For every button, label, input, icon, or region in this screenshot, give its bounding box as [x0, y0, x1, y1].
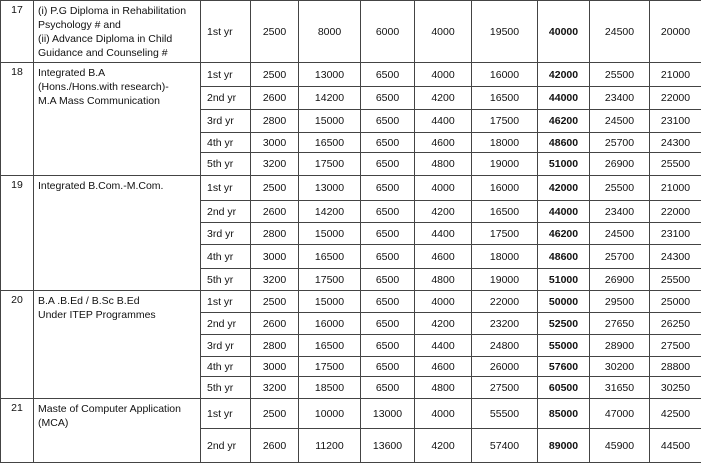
fee-cell: 23200 [472, 313, 538, 335]
year-cell: 1st yr [201, 176, 251, 201]
course-name-line: (MCA) [38, 416, 196, 430]
fee-cell: 2600 [251, 429, 299, 463]
fee-cell: 4000 [415, 399, 472, 429]
fee-cell: 30250 [650, 377, 701, 399]
fee-cell: 3000 [251, 245, 299, 269]
fee-cell: 15000 [299, 291, 361, 313]
course-name-line: Maste of Computer Application [38, 402, 196, 416]
course-name-line: Integrated B.Com.-M.Com. [38, 179, 196, 193]
total-cell: 42000 [538, 176, 590, 201]
fee-cell: 3200 [251, 153, 299, 176]
fee-cell: 17500 [472, 223, 538, 245]
fee-cell: 6500 [361, 335, 415, 357]
fee-cell: 16000 [472, 176, 538, 201]
total-cell: 44000 [538, 201, 590, 223]
fee-cell: 4600 [415, 133, 472, 153]
fee-cell: 19000 [472, 153, 538, 176]
fee-cell: 17500 [299, 357, 361, 377]
fee-cell: 6500 [361, 176, 415, 201]
course-name-line: Guidance and Counseling # [38, 46, 196, 60]
fee-cell: 6500 [361, 133, 415, 153]
fee-cell: 4600 [415, 357, 472, 377]
fee-cell: 26900 [590, 153, 650, 176]
fee-cell: 26900 [590, 269, 650, 291]
serial-number: 21 [1, 399, 34, 463]
fee-cell: 4800 [415, 269, 472, 291]
fee-cell: 11200 [299, 429, 361, 463]
fee-cell: 14200 [299, 201, 361, 223]
table-row [1, 399, 701, 429]
fee-cell: 25700 [590, 245, 650, 269]
table-row [1, 1, 701, 63]
total-cell: 57600 [538, 357, 590, 377]
course-name-line: (i) P.G Diploma in Rehabilitation [38, 4, 196, 18]
table-row [1, 291, 701, 313]
fee-cell: 6500 [361, 269, 415, 291]
year-cell: 2nd yr [201, 87, 251, 110]
fee-cell: 13600 [361, 429, 415, 463]
year-cell: 5th yr [201, 153, 251, 176]
fee-cell: 28800 [650, 357, 701, 377]
course-name [34, 63, 201, 176]
fee-cell: 16500 [299, 133, 361, 153]
fee-cell: 3000 [251, 133, 299, 153]
fee-cell: 4000 [415, 176, 472, 201]
course-name-line: Integrated B.A [38, 66, 196, 80]
fee-cell: 6500 [361, 223, 415, 245]
fee-cell: 17500 [472, 110, 538, 133]
total-cell: 55000 [538, 335, 590, 357]
total-cell: 51000 [538, 269, 590, 291]
fee-cell: 24300 [650, 245, 701, 269]
fee-cell: 2500 [251, 176, 299, 201]
fee-cell: 4800 [415, 153, 472, 176]
course-name [34, 176, 201, 291]
fee-cell: 16500 [299, 245, 361, 269]
year-cell: 2nd yr [201, 313, 251, 335]
year-cell: 2nd yr [201, 201, 251, 223]
fee-cell: 26250 [650, 313, 701, 335]
fee-cell: 25500 [650, 153, 701, 176]
fee-cell: 25700 [590, 133, 650, 153]
fee-cell: 27650 [590, 313, 650, 335]
fee-cell: 2500 [251, 399, 299, 429]
fee-cell: 6500 [361, 110, 415, 133]
year-cell: 3rd yr [201, 110, 251, 133]
fee-cell: 2500 [251, 1, 299, 63]
table-row [1, 176, 701, 201]
fee-cell: 17500 [299, 269, 361, 291]
fee-cell: 22000 [472, 291, 538, 313]
fee-cell: 2800 [251, 223, 299, 245]
fee-cell: 28900 [590, 335, 650, 357]
fee-cell: 20000 [650, 1, 701, 63]
total-cell: 46200 [538, 110, 590, 133]
total-cell: 60500 [538, 377, 590, 399]
course-name-line: (Hons./Hons.with research)- [38, 80, 196, 94]
year-cell: 4th yr [201, 357, 251, 377]
total-cell: 46200 [538, 223, 590, 245]
fee-cell: 25500 [650, 269, 701, 291]
total-cell: 51000 [538, 153, 590, 176]
fee-cell: 4200 [415, 201, 472, 223]
serial-number: 20 [1, 291, 34, 399]
fee-cell: 4000 [415, 1, 472, 63]
fee-table-body [1, 1, 701, 463]
fee-cell: 4200 [415, 313, 472, 335]
table-row [1, 63, 701, 87]
fee-cell: 17500 [299, 153, 361, 176]
fee-cell: 6500 [361, 87, 415, 110]
year-cell: 1st yr [201, 1, 251, 63]
fee-cell: 23100 [650, 223, 701, 245]
fee-cell: 30200 [590, 357, 650, 377]
total-cell: 40000 [538, 1, 590, 63]
fee-cell: 26000 [472, 357, 538, 377]
fee-cell: 2500 [251, 63, 299, 87]
fee-cell: 23100 [650, 110, 701, 133]
year-cell: 1st yr [201, 291, 251, 313]
fee-cell: 55500 [472, 399, 538, 429]
year-cell: 5th yr [201, 377, 251, 399]
fee-cell: 27500 [472, 377, 538, 399]
fee-cell: 8000 [299, 1, 361, 63]
serial-number: 17 [1, 1, 34, 63]
fee-cell: 2600 [251, 313, 299, 335]
fee-cell: 16500 [472, 87, 538, 110]
fee-cell: 3200 [251, 377, 299, 399]
fee-cell: 19000 [472, 269, 538, 291]
fee-cell: 4800 [415, 377, 472, 399]
total-cell: 48600 [538, 245, 590, 269]
course-name-line: M.A Mass Communication [38, 94, 196, 108]
fee-cell: 44500 [650, 429, 701, 463]
fee-cell: 6500 [361, 153, 415, 176]
course-name [34, 399, 201, 463]
course-name [34, 291, 201, 399]
fee-cell: 24500 [590, 223, 650, 245]
fee-cell: 4000 [415, 291, 472, 313]
fee-cell: 15000 [299, 223, 361, 245]
fee-cell: 6500 [361, 313, 415, 335]
fee-cell: 24800 [472, 335, 538, 357]
fee-cell: 21000 [650, 63, 701, 87]
year-cell: 1st yr [201, 399, 251, 429]
fee-cell: 4000 [415, 63, 472, 87]
fee-cell: 57400 [472, 429, 538, 463]
fee-cell: 18500 [299, 377, 361, 399]
fee-cell: 6500 [361, 63, 415, 87]
year-cell: 4th yr [201, 133, 251, 153]
year-cell: 4th yr [201, 245, 251, 269]
fee-cell: 13000 [361, 399, 415, 429]
fee-cell: 4200 [415, 429, 472, 463]
fee-cell: 45900 [590, 429, 650, 463]
fee-cell: 2800 [251, 335, 299, 357]
fee-cell: 24300 [650, 133, 701, 153]
course-name-line: (ii) Advance Diploma in Child [38, 32, 196, 46]
year-cell: 3rd yr [201, 223, 251, 245]
fee-cell: 15000 [299, 110, 361, 133]
fee-cell: 13000 [299, 176, 361, 201]
serial-number: 19 [1, 176, 34, 291]
fee-cell: 24500 [590, 1, 650, 63]
fee-cell: 29500 [590, 291, 650, 313]
fee-cell: 25500 [590, 63, 650, 87]
fee-cell: 4600 [415, 245, 472, 269]
fee-cell: 23400 [590, 87, 650, 110]
fee-cell: 22000 [650, 201, 701, 223]
total-cell: 89000 [538, 429, 590, 463]
fee-cell: 31650 [590, 377, 650, 399]
fee-cell: 42500 [650, 399, 701, 429]
fee-cell: 6500 [361, 377, 415, 399]
fee-cell: 23400 [590, 201, 650, 223]
course-name [34, 1, 201, 63]
fee-cell: 24500 [590, 110, 650, 133]
fee-cell: 6500 [361, 357, 415, 377]
total-cell: 50000 [538, 291, 590, 313]
course-name-line: Psychology # and [38, 18, 196, 32]
fee-cell: 3000 [251, 357, 299, 377]
total-cell: 42000 [538, 63, 590, 87]
year-cell: 5th yr [201, 269, 251, 291]
total-cell: 52500 [538, 313, 590, 335]
course-name-line: B.A .B.Ed / B.Sc B.Ed [38, 294, 196, 308]
fee-cell: 21000 [650, 176, 701, 201]
fee-cell: 4400 [415, 110, 472, 133]
fee-cell: 16000 [472, 63, 538, 87]
fee-cell: 3200 [251, 269, 299, 291]
fee-cell: 22000 [650, 87, 701, 110]
fee-cell: 2500 [251, 291, 299, 313]
total-cell: 44000 [538, 87, 590, 110]
total-cell: 85000 [538, 399, 590, 429]
fee-cell: 13000 [299, 63, 361, 87]
year-cell: 1st yr [201, 63, 251, 87]
fee-cell: 2600 [251, 201, 299, 223]
fee-cell: 6500 [361, 201, 415, 223]
fee-cell: 25500 [590, 176, 650, 201]
fee-cell: 16000 [299, 313, 361, 335]
year-cell: 2nd yr [201, 429, 251, 463]
year-cell: 3rd yr [201, 335, 251, 357]
fee-cell: 4400 [415, 335, 472, 357]
fee-cell: 2800 [251, 110, 299, 133]
fee-cell: 25000 [650, 291, 701, 313]
fee-cell: 47000 [590, 399, 650, 429]
fee-cell: 2600 [251, 87, 299, 110]
fee-cell: 4200 [415, 87, 472, 110]
fee-cell: 14200 [299, 87, 361, 110]
serial-number: 18 [1, 63, 34, 176]
total-cell: 48600 [538, 133, 590, 153]
fee-cell: 18000 [472, 133, 538, 153]
fee-cell: 27500 [650, 335, 701, 357]
fee-cell: 6000 [361, 1, 415, 63]
fee-cell: 19500 [472, 1, 538, 63]
fee-cell: 10000 [299, 399, 361, 429]
fee-cell: 16500 [299, 335, 361, 357]
fee-cell: 16500 [472, 201, 538, 223]
course-name-line: Under ITEP Programmes [38, 308, 196, 322]
fee-cell: 18000 [472, 245, 538, 269]
fee-cell: 6500 [361, 245, 415, 269]
fee-cell: 6500 [361, 291, 415, 313]
fee-cell: 4400 [415, 223, 472, 245]
